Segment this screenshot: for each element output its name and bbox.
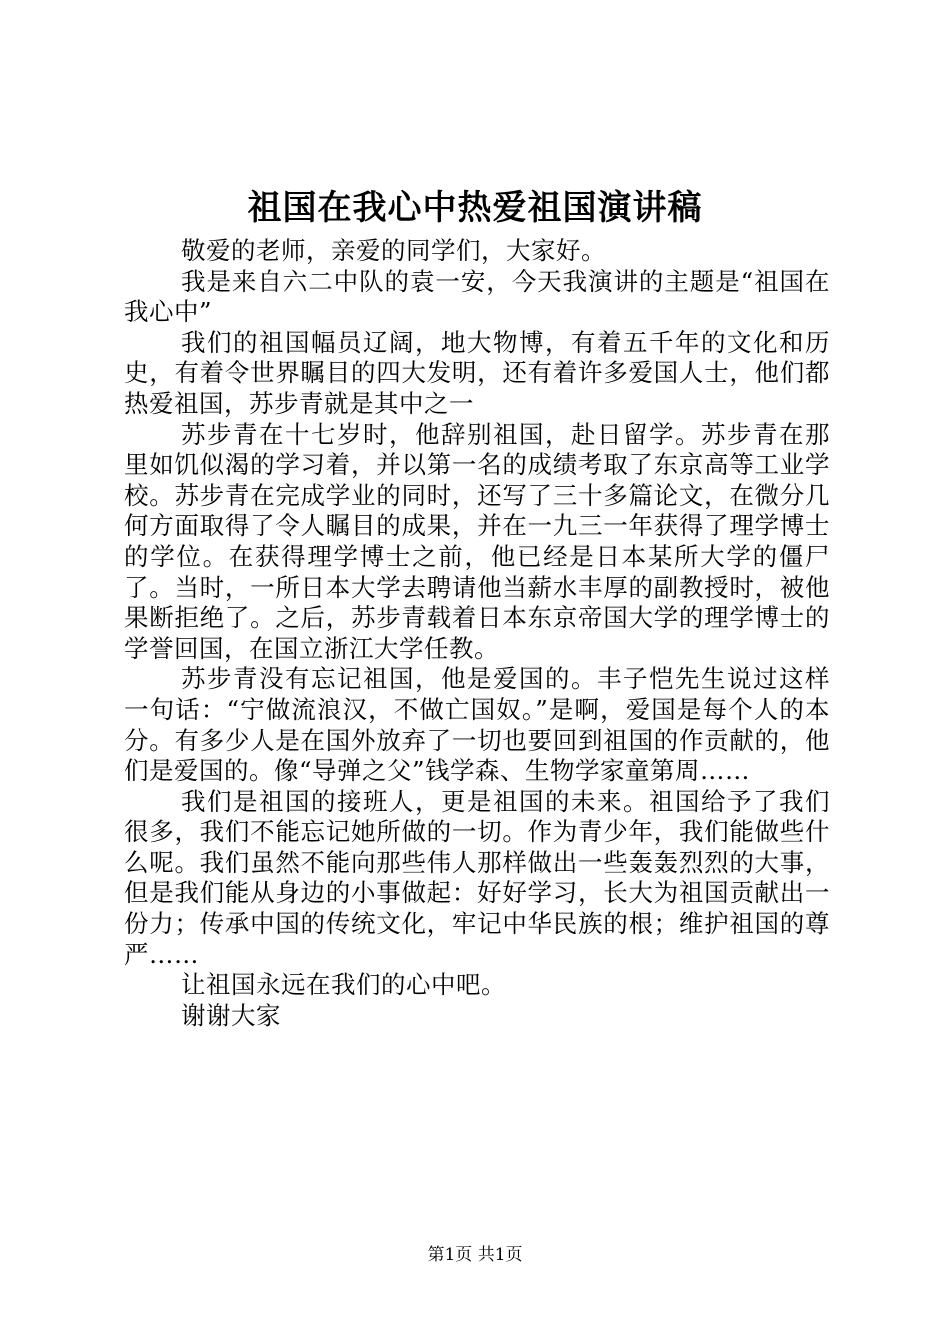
paragraph-su-buqing-study: 苏步青在十七岁时，他辞别祖国，赴日留学。苏步青在那里如饥似渴的学习着，并以第一名的成绩考取了东京高等工业学校。苏步青在完成学业的同时，还写了三十多篇论文，在微分几何方面取得了令人瞩目的成果，并在一九三一年获得了理学博士的学位。在获得理学博士之前，他已经是日本某所大学的僵尸了。当时，一所日本大学去聘请他当薪水丰厚的副教授时，被他果断拒绝了。之后，苏步青载着日本东京帝国大学的理学博士的学誉回国，在国立浙江大学任教。 [124, 419, 830, 663]
paragraph-motherland: 我们的祖国幅员辽阔，地大物博，有着五千年的文化和历史，有着令世界瞩目的四大发明，还有着许多爱国人士，他们都热爱祖国，苏步青就是其中之一 [124, 327, 830, 418]
paragraph-youth: 我们是祖国的接班人，更是祖国的未来。祖国给予了我们很多，我们不能忘记她所做的一切。作为青少年，我们能做些什么呢。我们虽然不能向那些伟人那样做出一些轰轰烈烈的大事，但是我们能从身边的小事做起：好好学习，长大为祖国贡献出一份力；传承中国的传统文化，牢记中华民族的根；维护祖国的尊严…… [124, 786, 830, 969]
paragraph-patriotism: 苏步青没有忘记祖国，他是爱国的。丰子恺先生说过这样一句话：“宁做流浪汉，不做亡国奴。”是啊，爱国是每个人的本分。有多少人是在国外放弃了一切也要回到祖国的作贡献的，他们是爱国的。像“导弹之父”钱学森、生物学家童第周…… [124, 664, 830, 786]
paragraph-closing: 让祖国永远在我们的心中吧。 [181, 970, 506, 1000]
page-footer: 第1页 共1页 [427, 1245, 523, 1265]
paragraph-intro: 我是来自六二中队的袁一安，今天我演讲的主题是“祖国在我心中” [124, 266, 830, 327]
document-title: 祖国在我心中热爱祖国演讲稿 [247, 188, 703, 228]
document-body [124, 236, 830, 1031]
paragraph-thanks: 谢谢大家 [181, 1000, 281, 1030]
paragraph-greeting: 敬爱的老师，亲爱的同学们，大家好。 [181, 236, 606, 265]
